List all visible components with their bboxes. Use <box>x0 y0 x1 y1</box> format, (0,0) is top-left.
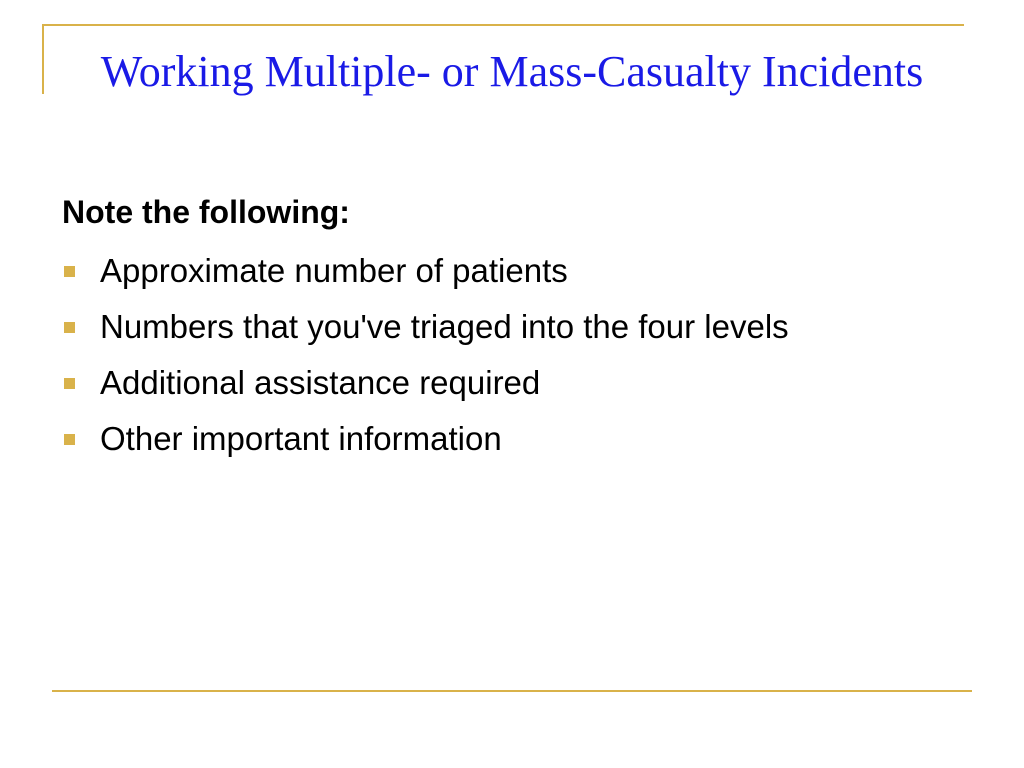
bullet-text: Approximate number of patients <box>100 252 568 289</box>
bullet-item <box>62 304 942 350</box>
slide-title: Working Multiple- or Mass-Casualty Incidents <box>100 47 924 96</box>
bullet-text: Additional assistance required <box>100 364 541 401</box>
bottom-rule <box>52 690 972 692</box>
bullet-list <box>62 248 942 462</box>
intro-text: Note the following: <box>62 194 350 230</box>
bullet-item <box>62 360 942 406</box>
square-bullet-icon <box>64 434 75 445</box>
left-rule <box>42 24 44 94</box>
bullet-text: Other important information <box>100 420 502 457</box>
square-bullet-icon <box>64 266 75 277</box>
slide-content <box>62 190 942 472</box>
square-bullet-icon <box>64 322 75 333</box>
square-bullet-icon <box>64 378 75 389</box>
top-rule <box>42 24 964 26</box>
bullet-item <box>62 248 942 294</box>
bullet-text: Numbers that you've triaged into the four levels <box>100 308 789 345</box>
bullet-item <box>62 416 942 462</box>
